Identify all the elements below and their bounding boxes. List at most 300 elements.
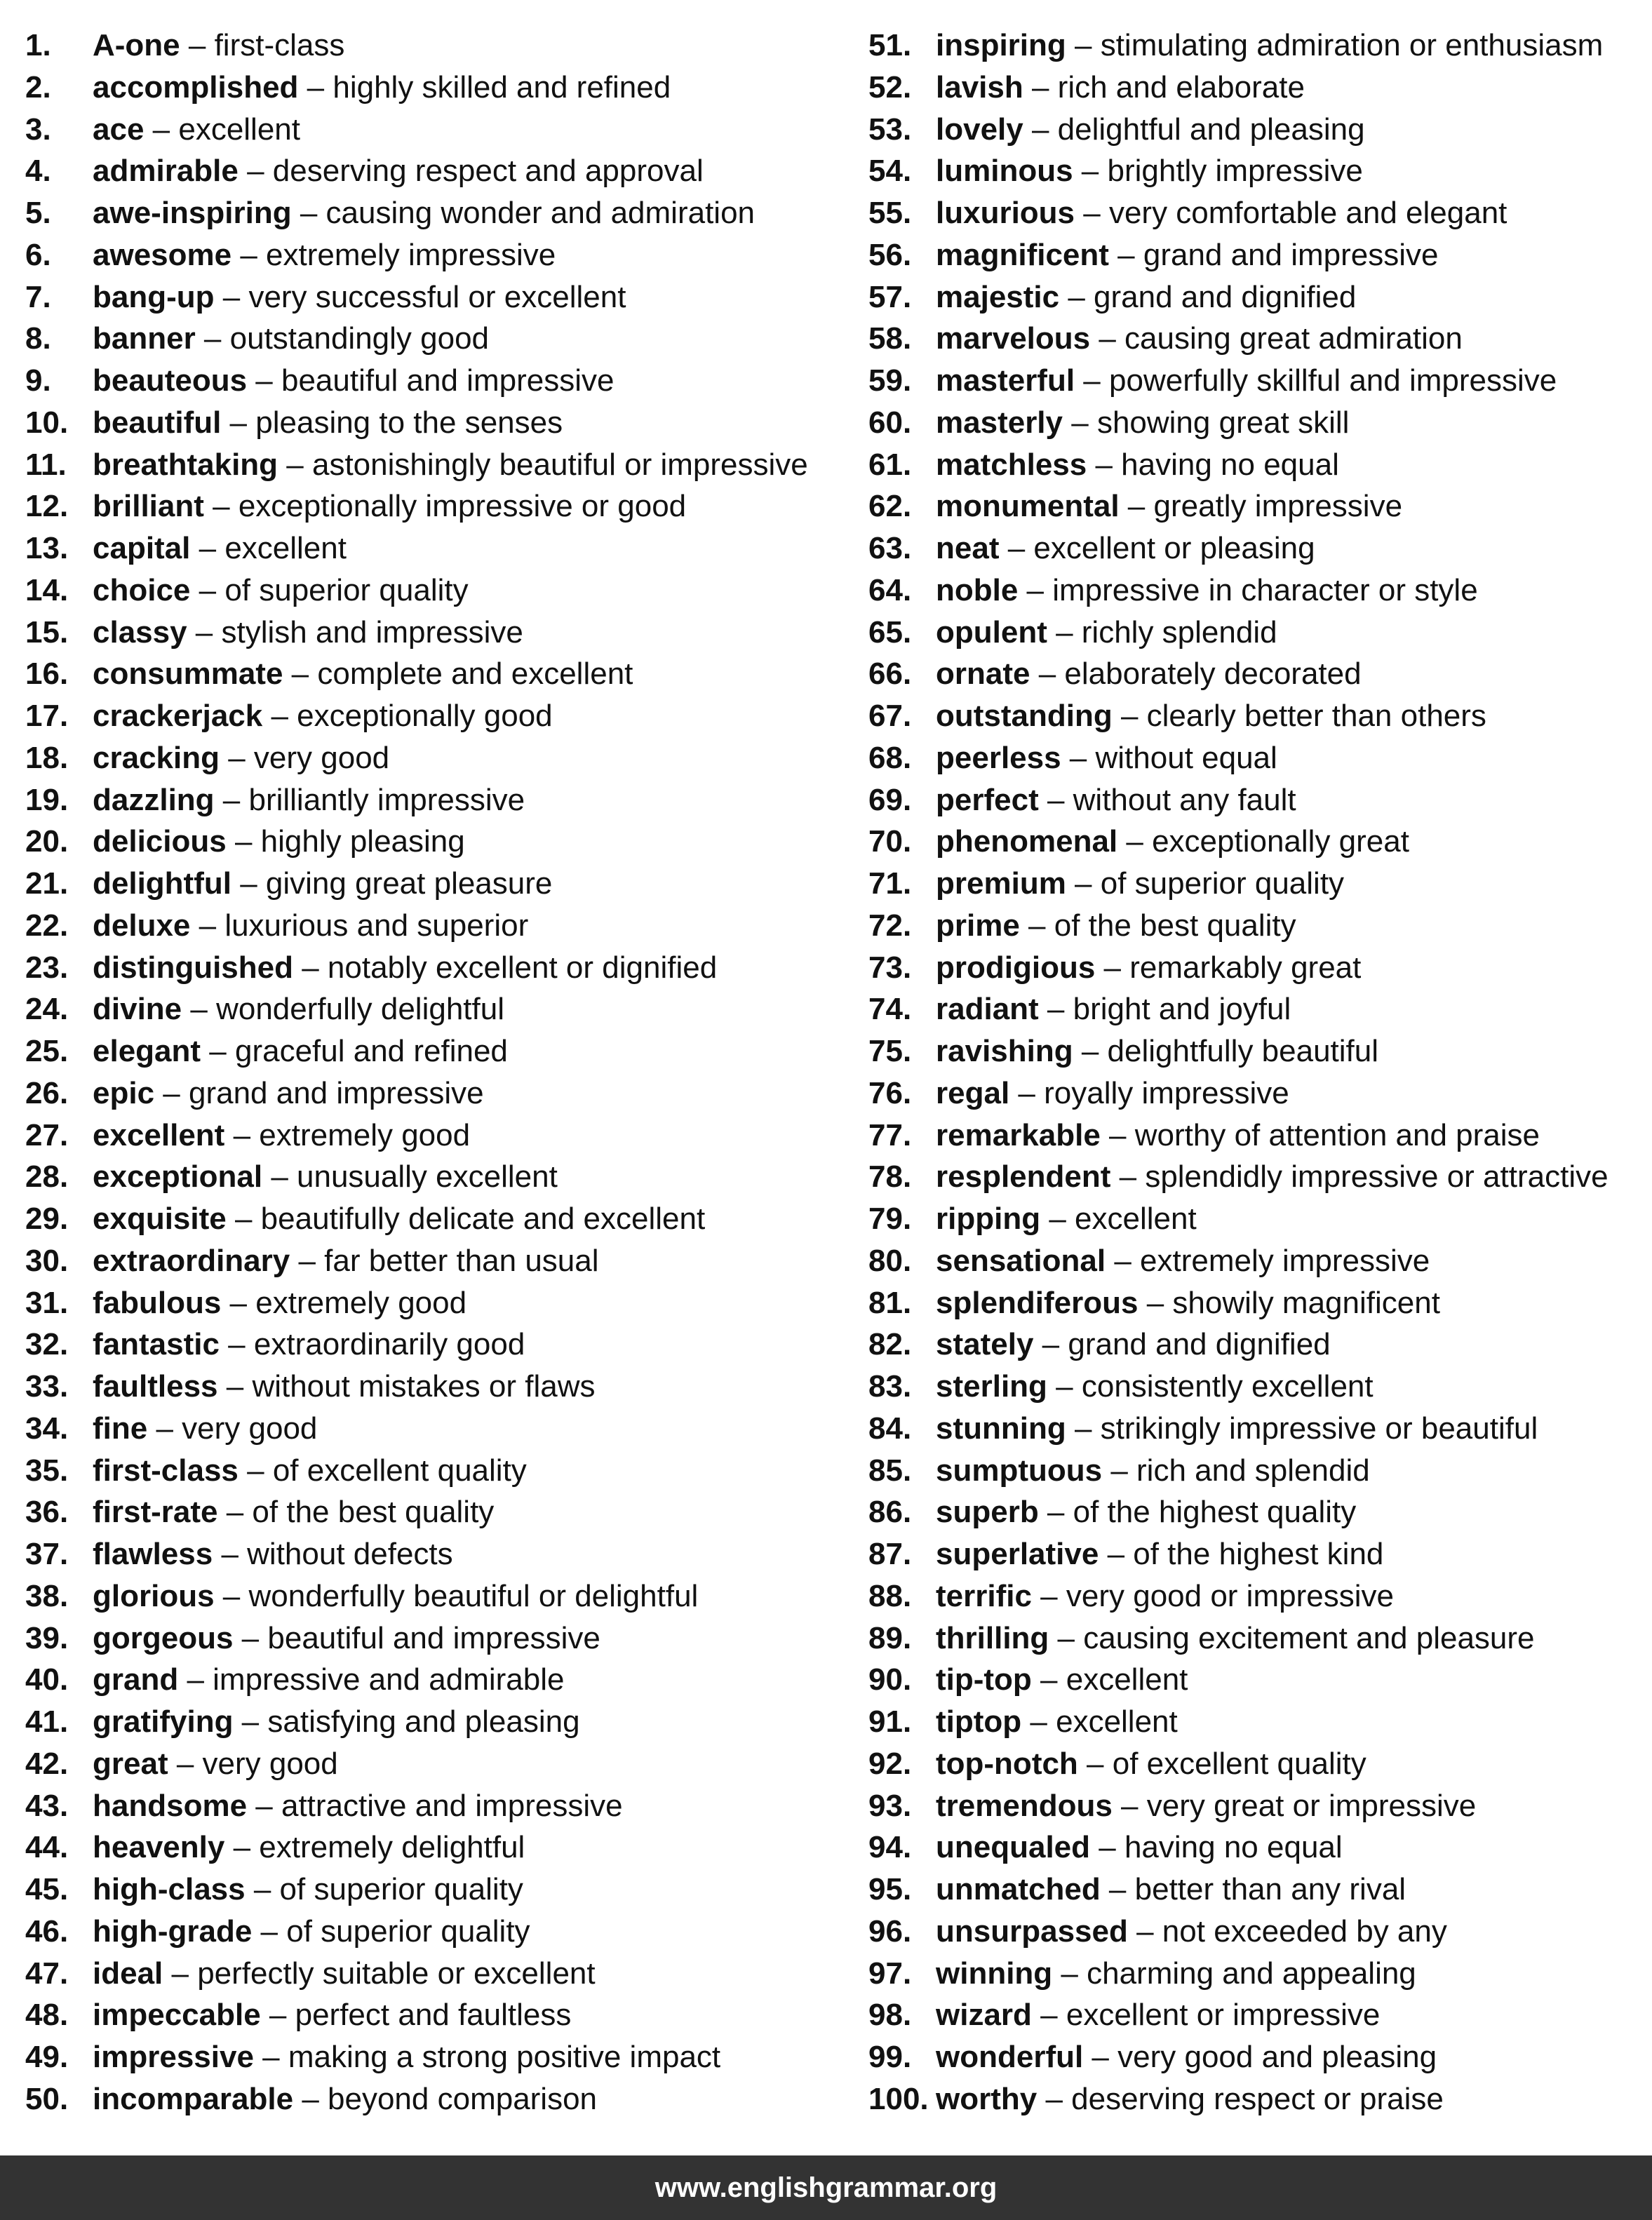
list-item-separator: – [1083,2040,1118,2074]
list-item-definition: of superior quality [224,572,469,607]
list-item-number: 28. [25,1159,69,1195]
list-item-definition: deserving respect and approval [272,154,704,189]
list-item-word: unsurpassed [936,1913,1128,1949]
list-item [25,695,553,737]
list-item-number: 9. [25,363,51,398]
list-item-number: 87. [868,1537,912,1571]
list-item-word: unequaled [936,1830,1091,1865]
list-item-separator: – [221,1285,256,1320]
list-item [25,947,717,989]
list-item-separator: – [231,237,267,272]
list-item-number: 32. [25,1327,69,1362]
list-item-definition: without equal [1095,740,1277,775]
list-item-definition: having no equal [1121,447,1339,482]
list-item-word: thrilling [936,1620,1049,1655]
list-item-separator: – [1073,1034,1108,1068]
list-item-definition: splendidly impressive or attractive [1145,1159,1609,1195]
list-item-number: 36. [25,1495,69,1530]
list-item [868,2036,1437,2078]
list-item-definition: causing wonder and admiration [325,196,756,230]
list-item-number: 81. [868,1285,912,1320]
list-item-separator: – [283,657,318,692]
list-item [868,2078,1444,2120]
list-item-word: distinguished [93,950,293,985]
list-item-number: 2. [25,69,51,105]
list-item-separator: – [1021,1704,1056,1739]
list-item-definition: very great or impressive [1146,1788,1477,1823]
list-item-definition: grand and dignified [1094,279,1357,314]
list-item-number: 18. [25,740,69,775]
list-item-definition: wonderfully beautiful or delightful [248,1578,699,1613]
list-item-number: 63. [868,531,912,565]
list-item-number: 47. [25,1956,69,1991]
list-item-word: superlative [936,1537,1099,1571]
list-item-separator: – [1138,1285,1173,1320]
list-item-definition: very good [182,1411,318,1446]
list-item-word: luxurious [936,196,1075,230]
list-item-word: beautiful [93,405,222,440]
list-item-number: 79. [868,1202,912,1236]
list-item-word: first-class [93,1453,239,1488]
list-item-number: 98. [868,1998,912,2033]
list-item-number: 8. [25,321,51,356]
list-item [868,1994,1380,2036]
list-item [25,485,686,527]
list-item-word: peerless [936,740,1061,775]
list-item-number: 38. [25,1578,69,1613]
list-item [868,485,1402,527]
list-item-separator: – [1112,1788,1147,1823]
list-item-number: 5. [25,196,51,230]
list-item-number: 65. [868,614,912,650]
list-item [25,737,389,779]
list-item [25,988,504,1030]
list-item [25,1198,705,1240]
list-item-separator: – [1038,782,1073,817]
list-item [868,1324,1331,1366]
list-item-word: masterful [936,363,1075,398]
list-item-number: 51. [868,28,912,62]
list-item-word: extraordinary [93,1243,290,1278]
list-item [25,2078,597,2120]
list-item-separator: – [247,363,281,398]
list-item [25,1115,470,1157]
list-item-definition: exceptionally impressive or good [238,489,687,524]
list-item-word: ornate [936,657,1030,692]
list-item [25,1827,525,1869]
list-item [25,527,347,570]
list-item-separator: – [1110,1159,1146,1195]
list-item-number: 1. [25,28,51,62]
list-item-definition: wonderfully delightful [216,992,504,1027]
list-item-separator: – [1059,279,1094,314]
list-item-word: first-rate [93,1495,218,1530]
list-item-number: 66. [868,657,912,692]
list-item-word: prodigious [936,950,1096,985]
list-item-separator: – [1100,1872,1135,1906]
list-item-separator: – [226,824,261,859]
list-item-separator: – [195,321,230,356]
list-item [25,25,344,67]
list-item [868,1533,1383,1575]
list-item [868,821,1409,863]
list-item-definition: extremely impressive [1140,1243,1430,1278]
list-item-definition: of the highest kind [1133,1537,1384,1571]
list-item-word: fantastic [93,1327,220,1362]
list-item [25,1743,338,1785]
list-item-definition: making a strong positive impact [288,2040,721,2074]
list-item-definition: delightful and pleasing [1057,112,1365,147]
list-item-word: excellent [93,1117,225,1152]
list-item-definition: very successful or excellent [248,279,626,314]
list-item [868,947,1361,989]
list-item-separator: – [1061,740,1096,775]
list-item-definition: extremely impressive [266,237,556,272]
list-item-separator: – [1066,1411,1101,1446]
list-item-separator: – [180,28,215,62]
list-item-number: 20. [25,824,69,859]
list-item-separator: – [154,1075,189,1110]
list-item-number: 35. [25,1453,69,1488]
list-item-separator: – [1102,1453,1137,1488]
list-item-number: 83. [868,1369,912,1404]
list-item-separator: – [290,1243,325,1278]
list-item [868,1827,1343,1869]
list-item-word: divine [93,992,182,1027]
list-item-separator: – [262,1159,297,1195]
list-item-definition: consistently excellent [1081,1369,1374,1404]
list-item-separator: – [190,908,225,943]
list-item-word: masterly [936,405,1063,440]
list-item-separator: – [1037,2081,1072,2116]
list-item [25,67,671,109]
list-item-separator: – [238,1453,273,1488]
list-item-number: 29. [25,1202,69,1236]
list-item-word: prime [936,908,1020,943]
list-item [868,1450,1370,1492]
list-item [868,612,1277,654]
list-item [25,1156,558,1198]
list-item-definition: attractive and impressive [281,1788,623,1823]
list-item-definition: extremely good [259,1117,471,1152]
list-item-definition: exceptionally great [1152,824,1409,859]
list-item-word: ripping [936,1202,1041,1236]
list-item [25,1994,571,2036]
list-item-number: 56. [868,237,912,272]
list-item-definition: elaborately decorated [1064,657,1362,692]
list-item [868,276,1356,318]
list-item-word: flawless [93,1537,213,1571]
list-item-definition: brightly impressive [1107,154,1363,189]
list-item [25,1366,596,1408]
list-item-separator: – [1031,1998,1066,2033]
list-item-separator: – [1108,237,1143,272]
list-item [868,653,1362,695]
list-item-number: 7. [25,279,51,314]
list-item-number: 68. [868,740,912,775]
list-item-separator: – [1073,154,1108,189]
list-item-word: sterling [936,1369,1047,1404]
list-item [868,527,1315,570]
list-item-separator: – [1047,614,1082,650]
list-item-separator: – [1049,1620,1084,1655]
list-item-definition: powerfully skillful and impressive [1109,363,1557,398]
list-item-separator: – [1031,1662,1066,1697]
list-item-separator: – [1077,1746,1113,1781]
list-item-separator: – [245,1872,280,1906]
list-item-number: 82. [868,1327,912,1362]
list-item-definition: delightfully beautiful [1107,1034,1379,1068]
list-item-number: 4. [25,154,51,189]
list-item-separator: – [144,112,179,147]
list-item [25,276,626,318]
list-item [868,988,1291,1030]
list-item-word: resplendent [936,1159,1111,1195]
list-item-number: 84. [868,1411,912,1446]
list-item-word: premium [936,866,1066,901]
list-item-definition: outstandingly good [229,321,490,356]
list-item-word: bang-up [93,279,215,314]
list-item-definition: grand and dignified [1068,1327,1331,1362]
list-item-definition: rich and elaborate [1057,69,1305,105]
list-item-definition: beautiful and impressive [267,1620,600,1655]
list-item-separator: – [187,614,222,650]
list-item-definition: extremely good [255,1285,467,1320]
list-item-definition: beautiful and impressive [281,363,615,398]
list-item-number: 67. [868,699,912,733]
list-item-definition: stylish and impressive [221,614,523,650]
list-item-definition: strikingly impressive or beautiful [1100,1411,1538,1446]
list-item-separator: – [233,1620,268,1655]
list-item-separator: – [1063,405,1097,440]
list-item-separator: – [1038,992,1073,1027]
list-item-definition: excellent [1066,1662,1188,1697]
list-item-definition: grand and impressive [1143,237,1439,272]
list-item-number: 92. [868,1746,912,1781]
list-item-separator: – [219,740,254,775]
list-item [868,1491,1356,1533]
list-item-separator: – [214,782,249,817]
list-item [25,863,552,905]
list-item-definition: graceful and refined [234,1034,508,1068]
list-item-separator: – [1090,321,1125,356]
list-item [25,1659,565,1701]
list-item-word: impressive [93,2040,254,2074]
list-item [868,1617,1535,1660]
list-item-separator: – [1023,69,1058,105]
list-item-word: capital [93,531,191,565]
list-item-definition: clearly better than others [1146,699,1486,733]
list-item-number: 12. [25,489,69,524]
list-item-word: epic [93,1075,155,1110]
list-item-number: 85. [868,1453,912,1488]
list-item [25,1869,523,1911]
list-item-word: outstanding [936,699,1113,733]
list-item-word: choice [93,572,191,607]
list-item-definition: very good or impressive [1066,1578,1394,1613]
list-item-definition: very good [253,740,390,775]
list-item [868,1659,1188,1701]
list-item [868,1366,1374,1408]
list-item-number: 39. [25,1620,69,1655]
list-item-number: 49. [25,2040,69,2074]
list-item-word: high-grade [93,1913,253,1949]
list-item-word: handsome [93,1788,248,1823]
list-item-word: stately [936,1327,1034,1362]
list-item-word: wonderful [936,2040,1084,2074]
list-item-word: stunning [936,1411,1066,1446]
list-item-word: opulent [936,614,1047,650]
list-item-word: top-notch [936,1746,1078,1781]
list-item-word: matchless [936,447,1087,482]
list-item-word: ace [93,112,145,147]
list-item-definition: showily magnificent [1172,1285,1440,1320]
list-item [25,2036,720,2078]
list-item-word: heavenly [93,1830,225,1865]
list-item-definition: beyond comparison [328,2081,598,2116]
list-item-number: 52. [868,69,912,105]
list-item-separator: – [1066,866,1101,901]
list-item-word: banner [93,321,196,356]
list-item-separator: – [233,1704,268,1739]
list-item-separator: – [253,2040,288,2074]
list-item-word: gratifying [93,1704,234,1739]
list-item [868,67,1305,109]
list-item [25,360,614,402]
list-item-word: perfect [936,782,1039,817]
list-item-definition: showing great skill [1096,405,1350,440]
list-item-definition: very good [202,1746,338,1781]
list-item-number: 99. [868,2040,912,2074]
list-item-definition: highly skilled and refined [333,69,671,105]
list-item-word: lavish [936,69,1023,105]
list-item [25,1953,596,1995]
list-item [25,1491,494,1533]
list-item-number: 45. [25,1872,69,1906]
list-item-word: ravishing [936,1034,1073,1068]
list-item-word: fabulous [93,1285,222,1320]
list-item-separator: – [147,1411,182,1446]
list-item [25,444,808,486]
list-item-separator: – [1009,1075,1045,1110]
list-item-separator: – [214,1578,249,1613]
list-item-number: 96. [868,1913,912,1949]
list-item [868,318,1463,360]
list-item [868,1743,1366,1785]
list-item-word: gorgeous [93,1620,234,1655]
list-item-word: regal [936,1075,1010,1110]
list-item-separator: – [231,866,266,901]
list-item [25,402,563,444]
list-item-word: luminous [936,154,1073,189]
list-item [868,737,1277,779]
list-item-separator: – [1127,1913,1162,1949]
list-item-definition: impressive and admirable [213,1662,565,1697]
list-item-separator: – [1047,1369,1082,1404]
list-item-separator: – [217,1495,253,1530]
list-item [868,695,1486,737]
list-item-number: 13. [25,531,69,565]
list-item-separator: – [182,992,217,1027]
list-item-word: neat [936,531,1000,565]
list-item-word: admirable [93,154,239,189]
list-item-definition: giving great pleasure [265,866,553,901]
list-item-separator: – [298,69,333,105]
list-item-separator: – [252,1913,287,1949]
list-item-word: classy [93,614,187,650]
list-item [868,1701,1178,1743]
list-item [868,570,1478,612]
list-item-definition: beautifully delicate and excellent [260,1202,706,1236]
list-item-number: 31. [25,1285,69,1320]
list-item [25,1450,527,1492]
list-item [868,360,1557,402]
list-item [25,318,489,360]
list-item-word: terrific [936,1578,1032,1613]
list-item [868,234,1439,276]
list-item-definition: notably excellent or dignified [327,950,718,985]
list-item-separator: – [1119,489,1154,524]
list-item-number: 21. [25,866,69,901]
list-item [868,1282,1440,1324]
list-item-word: inspiring [936,28,1066,62]
list-item-number: 48. [25,1998,69,2033]
list-item-number: 17. [25,699,69,733]
list-item-definition: first-class [214,28,345,62]
list-item-number: 100. [868,2081,929,2116]
list-item-number: 53. [868,112,912,147]
list-item [868,1785,1476,1827]
list-item-number: 76. [868,1075,912,1110]
list-item [868,109,1365,151]
list-item-definition: very good and pleasing [1117,2040,1437,2074]
list-item-number: 55. [868,196,912,230]
list-item-number: 58. [868,321,912,356]
list-item-number: 6. [25,237,51,272]
list-item [868,1198,1197,1240]
list-item-word: marvelous [936,321,1091,356]
list-item [868,1869,1406,1911]
list-item-word: remarkable [936,1117,1101,1152]
list-item-number: 42. [25,1746,69,1781]
list-item-number: 24. [25,992,69,1027]
list-item-separator: – [214,279,249,314]
list-item-word: delicious [93,824,227,859]
list-item-separator: – [260,1998,295,2033]
list-item [25,1533,453,1575]
list-item-word: phenomenal [936,824,1118,859]
list-item-separator: – [190,572,225,607]
list-item-separator: – [219,1327,254,1362]
list-item [25,234,556,276]
list-item-word: monumental [936,489,1120,524]
list-item-definition: of superior quality [286,1913,530,1949]
list-item-separator: – [1052,1956,1087,1991]
list-item-definition: excellent or pleasing [1033,531,1315,565]
list-item-separator: – [1040,1202,1075,1236]
list-item [25,1030,508,1072]
list-item-word: sumptuous [936,1453,1103,1488]
list-item-separator: – [213,1537,248,1571]
footer-url[interactable]: www.englishgrammar.org [654,2172,998,2203]
list-item-definition: perfectly suitable or excellent [197,1956,596,1991]
list-item-word: crackerjack [93,699,263,733]
list-item [868,1953,1416,1995]
list-item-definition: having no equal [1124,1830,1343,1865]
list-item [25,1701,580,1743]
list-item-word: superb [936,1495,1039,1530]
list-item-number: 94. [868,1830,912,1865]
